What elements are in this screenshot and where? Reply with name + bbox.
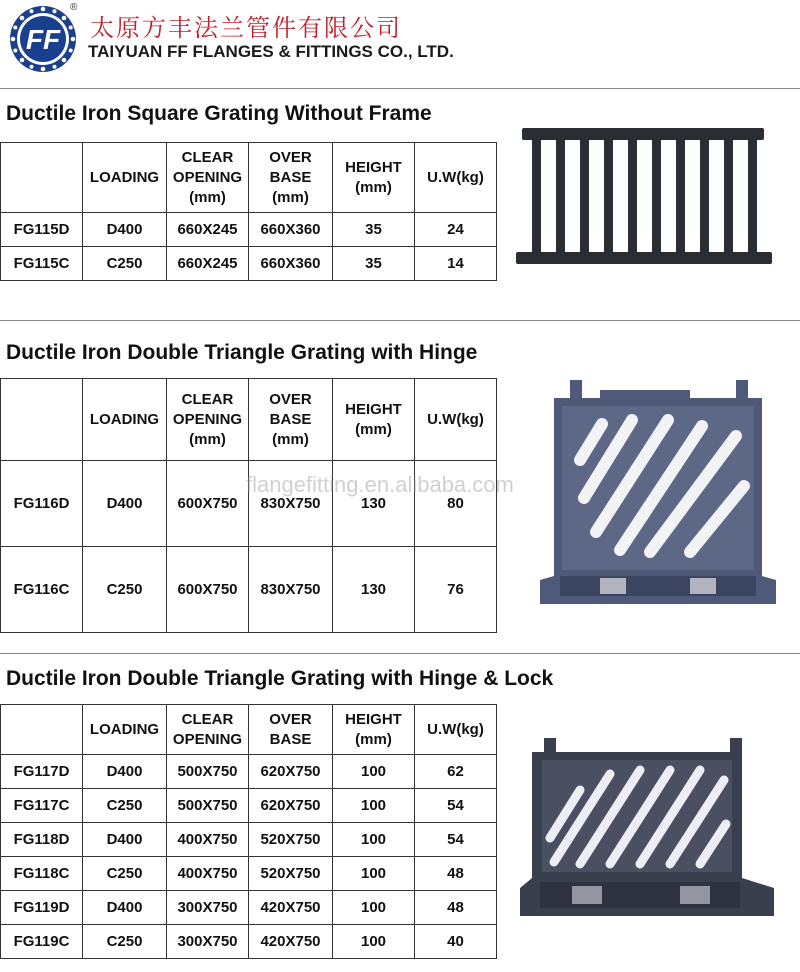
cell-loading: C250	[83, 925, 167, 959]
cell-clear-opening: 300X750	[167, 925, 249, 959]
cell-clear-opening: 400X750	[167, 857, 249, 891]
cell-weight: 14	[415, 247, 497, 281]
cell-weight: 54	[415, 823, 497, 857]
cell-height: 100	[333, 891, 415, 925]
cell-over-base: 520X750	[249, 857, 333, 891]
cell-model: FG116C	[1, 547, 83, 633]
header-unit-weight: U.W(kg)	[415, 705, 497, 755]
logo-text: FF	[25, 24, 61, 55]
table-row	[1, 925, 497, 959]
company-header	[0, 0, 800, 78]
cell-over-base: 520X750	[249, 823, 333, 857]
cell-loading: C250	[83, 547, 167, 633]
header-height: HEIGHT (mm)	[333, 143, 415, 213]
table-row	[1, 247, 497, 281]
cell-model: FG117C	[1, 789, 83, 823]
header-model	[1, 705, 83, 755]
cell-height: 100	[333, 823, 415, 857]
cell-over-base: 660X360	[249, 213, 333, 247]
cell-model: FG118C	[1, 857, 83, 891]
table-row	[1, 891, 497, 925]
section-divider	[0, 320, 800, 321]
table-row	[1, 213, 497, 247]
cell-height: 100	[333, 857, 415, 891]
company-name-chinese: 太原方丰法兰管件有限公司	[90, 14, 402, 42]
table-row	[1, 857, 497, 891]
cell-weight: 76	[415, 547, 497, 633]
cell-height: 130	[333, 547, 415, 633]
cell-model: FG118D	[1, 823, 83, 857]
cell-height: 100	[333, 925, 415, 959]
cell-weight: 54	[415, 789, 497, 823]
header-model	[1, 379, 83, 461]
header-over-base: OVER BASE (mm)	[249, 143, 333, 213]
company-logo	[8, 4, 78, 74]
cell-over-base: 620X750	[249, 755, 333, 789]
cell-loading: D400	[83, 461, 167, 547]
hinged-lock-grating-photo	[520, 738, 774, 918]
cell-height: 130	[333, 461, 415, 547]
cell-model: FG117D	[1, 755, 83, 789]
cell-clear-opening: 400X750	[167, 823, 249, 857]
header-model	[1, 143, 83, 213]
cell-over-base: 620X750	[249, 789, 333, 823]
cell-weight: 24	[415, 213, 497, 247]
cell-model: FG119C	[1, 925, 83, 959]
registered-mark: ®	[70, 2, 78, 13]
cell-loading: C250	[83, 247, 167, 281]
cell-weight: 62	[415, 755, 497, 789]
cell-clear-opening: 500X750	[167, 789, 249, 823]
cell-height: 100	[333, 755, 415, 789]
table-row	[1, 789, 497, 823]
table-header-row	[1, 379, 497, 461]
cell-over-base: 660X360	[249, 247, 333, 281]
cell-over-base: 830X750	[249, 547, 333, 633]
section-divider	[0, 653, 800, 654]
header-over-base: OVER BASE	[249, 705, 333, 755]
section-title: Ductile Iron Square Grating Without Frame	[6, 102, 432, 125]
cell-clear-opening: 600X750	[167, 547, 249, 633]
company-name-english: TAIYUAN FF FLANGES & FITTINGS CO., LTD.	[88, 42, 454, 61]
cell-over-base: 420X750	[249, 891, 333, 925]
cell-clear-opening: 600X750	[167, 461, 249, 547]
section-title: Ductile Iron Double Triangle Grating with Hinge & Lock	[6, 667, 554, 690]
header-clear-opening: CLEAR OPENING	[167, 705, 249, 755]
cell-model: FG116D	[1, 461, 83, 547]
spec-table	[0, 142, 497, 281]
cell-model: FG115C	[1, 247, 83, 281]
square-grating-photo	[516, 124, 772, 268]
cell-weight: 80	[415, 461, 497, 547]
spec-table	[0, 378, 497, 633]
spec-table	[0, 704, 497, 959]
header-clear-opening: CLEAR OPENING (mm)	[167, 143, 249, 213]
cell-loading: C250	[83, 789, 167, 823]
cell-weight: 40	[415, 925, 497, 959]
header-loading: LOADING	[83, 705, 167, 755]
cell-clear-opening: 660X245	[167, 247, 249, 281]
cell-clear-opening: 300X750	[167, 891, 249, 925]
header-loading: LOADING	[83, 379, 167, 461]
cell-model: FG119D	[1, 891, 83, 925]
table-header-row	[1, 143, 497, 213]
header-loading: LOADING	[83, 143, 167, 213]
cell-height: 35	[333, 247, 415, 281]
table-header-row	[1, 705, 497, 755]
cell-over-base: 420X750	[249, 925, 333, 959]
cell-loading: D400	[83, 891, 167, 925]
header-height: HEIGHT (mm)	[333, 379, 415, 461]
cell-weight: 48	[415, 857, 497, 891]
cell-clear-opening: 500X750	[167, 755, 249, 789]
header-unit-weight: U.W(kg)	[415, 379, 497, 461]
cell-height: 35	[333, 213, 415, 247]
cell-loading: C250	[83, 857, 167, 891]
cell-weight: 48	[415, 891, 497, 925]
section-title: Ductile Iron Double Triangle Grating with Hinge	[6, 341, 478, 364]
header-over-base: OVER BASE (mm)	[249, 379, 333, 461]
cell-loading: D400	[83, 823, 167, 857]
header-unit-weight: U.W(kg)	[415, 143, 497, 213]
header-clear-opening: CLEAR OPENING (mm)	[167, 379, 249, 461]
cell-clear-opening: 660X245	[167, 213, 249, 247]
cell-loading: D400	[83, 213, 167, 247]
cell-over-base: 830X750	[249, 461, 333, 547]
hinged-grating-photo	[540, 380, 776, 610]
header-height: HEIGHT (mm)	[333, 705, 415, 755]
section-divider	[0, 88, 800, 89]
cell-loading: D400	[83, 755, 167, 789]
table-row	[1, 755, 497, 789]
cell-model: FG115D	[1, 213, 83, 247]
cell-height: 100	[333, 789, 415, 823]
table-row	[1, 547, 497, 633]
table-row	[1, 823, 497, 857]
watermark: flangefitting.en.alibaba.com	[246, 472, 514, 497]
